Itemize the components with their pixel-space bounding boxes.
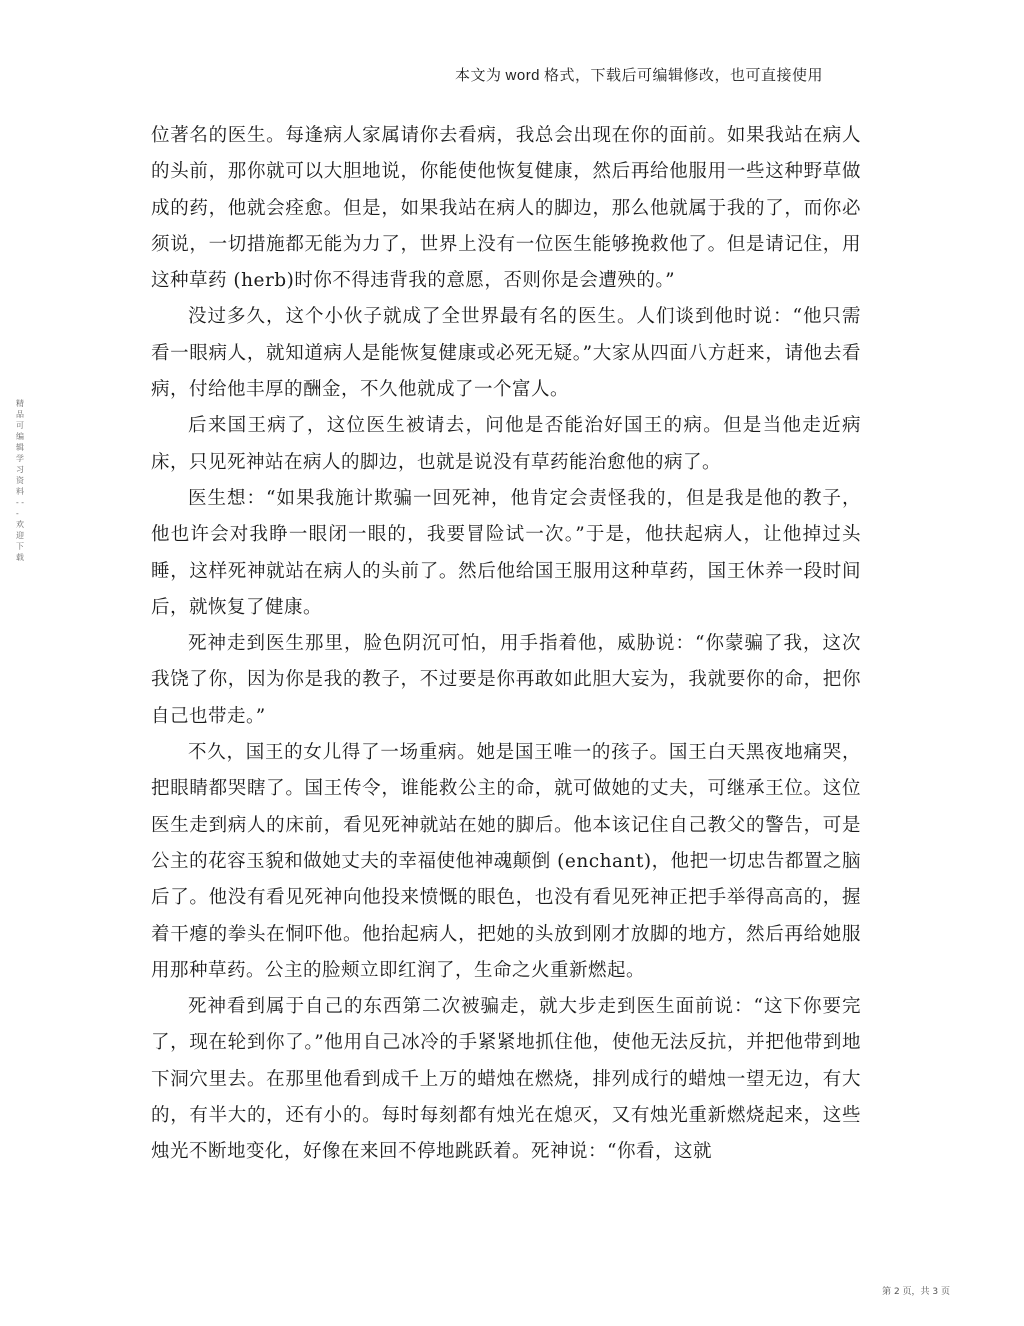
download-note-prefix: 本文为: [455, 66, 502, 84]
paragraph: 没过多久，这个小伙子就成了全世界最有名的医生。人们谈到他时说：“他只需看一眼病人，就知道病人是能恢复健康或必死无疑。”大家从四面八方赶来，请他去看病，付给他丰厚的酬金，不久他就成了一个富人。: [151, 306, 861, 401]
paragraph: 死神走到医生那里，脸色阴沉可怕，用手指着他，威胁说：“你蒙骗了我，这次我饶了你，因为你是我的教子，不过要是你再敢如此胆大妄为，我就要你的命，把你自己也带走。”: [151, 633, 861, 727]
download-note-suffix: 格式，下载后可编辑修改，也可直接使用: [544, 66, 824, 84]
paragraph: 医生想：“如果我施计欺骗一回死神，他肯定会责怪我的，但是我是他的教子，他也许会对我睁一眼闭一眼的，我要冒险试一次。”于是，他扶起病人，让他掉过头睡，这样死神就站在病人的头前了。然后他给国王服用这种草药，国王休养一段时间后，就恢复了健康。: [151, 487, 861, 618]
paragraph: 死神看到属于自己的东西第二次被骗走，就大步走到医生面前说：“这下你要完了，现在轮到你了。”他用自己冰冷的手紧紧地抓住他，使他无法反抗，并把他带到地下洞穴里去。在那里他看到成千上万的蜡烛在燃烧，排列成行的蜡烛一望无边，有大的，有半大的，还有小的。每时每刻都有烛光在熄灭，又有烛光重新燃烧起来，这些烛光不断地变化，好像在来回不停地跳跃着。死神说：“你看，这就: [151, 996, 861, 1163]
page-number: 第 2 页，共 3 页: [882, 1287, 950, 1297]
download-note-format: word: [505, 67, 541, 84]
download-note: [455, 64, 823, 85]
side-watermark-note: 精品可编辑学习资料 - - - 欢迎下载: [16, 399, 24, 562]
paragraph: 位著名的医生。每逢病人家属请你去看病，我总会出现在你的面前。如果我站在病人的头前，那你就可以大胆地说，你能使他恢复健康，然后再给他服用一些这种野草做成的药，他就会痊愈。但是，如果我站在病人的脚边，那么他就属于我的了，而你必须说，一切措施都无能为力了，世界上没有一位医生能够挽救他了。但是请记住，用这种草药 (herb)时你不得违背我的意愿，否则你是会遭殃的。”: [151, 125, 861, 292]
paragraph: 后来国王病了，这位医生被请去，问他是否能治好国王的病。但是当他走近病床，只见死神站在病人的脚边，也就是说没有草药能治愈他的病了。: [151, 415, 861, 473]
paragraph: 不久，国王的女儿得了一场重病。她是国王唯一的孩子。国王白天黑夜地痛哭，把眼睛都哭瞎了。国王传令，谁能救公主的命，就可做她的丈夫，可继承王位。这位医生走到病人的床前，看见死神就站在她的脚后。他本该记住自己教父的警告，可是公主的花容玉貌和做她丈夫的幸福使他神魂颠倒 (enchant)，他把一切忠告都置之脑后了。他没有看见死神向他投来愤慨的眼色，也没有看见死神正把手举得高高的，握着干瘪的拳头在恫吓他。他抬起病人，把她的头放到刚才放脚的地方，然后再给她服用那种草药。公主的脸颊立即红润了，生命之火重新燃起。: [151, 742, 861, 981]
document-body: [151, 118, 861, 1171]
